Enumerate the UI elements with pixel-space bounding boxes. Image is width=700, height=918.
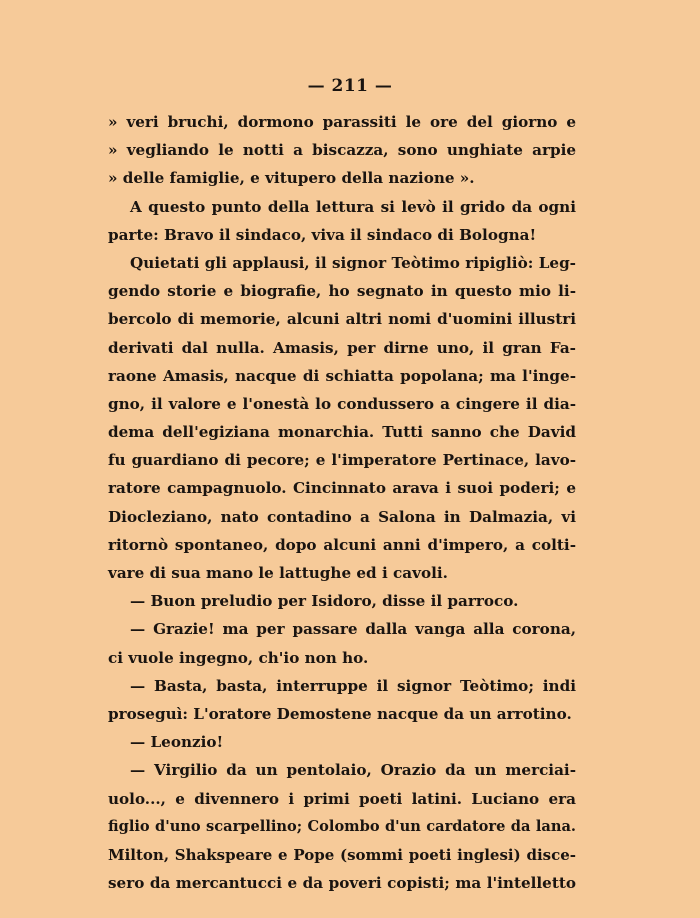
text-line: sero da mercantucci e da poveri copisti; ma l'intelletto [108, 874, 576, 893]
text-line: » delle famiglie, e vitupero della nazione ». [108, 169, 475, 188]
text-line: » vegliando le notti a biscazza, sono unghiate arpie [108, 141, 576, 160]
text-line: — Buon preludio per Isidoro, disse il parroco. [130, 592, 519, 611]
text-line: parte: Bravo il sindaco, viva il sindaco di Bologna! [108, 225, 537, 244]
text-line: Diocleziano, nato contadino a Salona in Dalmazia, vi [108, 507, 576, 526]
page-number: — 211 — [307, 76, 393, 96]
body-text [108, 108, 576, 897]
text-line: proseguì: L'oratore Demostene nacque da un arrotino. [108, 704, 572, 723]
text-line: gendo storie e biografie, ho segnato in questo mio li- [108, 282, 576, 301]
text-line: — Grazie! ma per passare dalla vanga alla corona, [130, 620, 576, 639]
text-line: — Virgilio da un pentolaio, Orazio da un merciai- [130, 761, 576, 780]
text-line: gno, il valore e l'onestà lo condussero a cingere il dia- [108, 394, 576, 413]
text-line: ratore campagnuolo. Cincinnato arava i suoi poderi; e [108, 479, 576, 498]
text-line: ritornò spontaneo, dopo alcuni anni d'impero, a colti- [108, 535, 576, 554]
text-line: raone Amasis, nacque di schiatta popolana; ma l'inge- [108, 366, 576, 385]
text-line: figlio d'uno scarpellino; Colombo d'un cardatore da lana. [108, 817, 576, 835]
text-line: dema dell'egiziana monarchia. Tutti sanno che David [108, 423, 576, 442]
text-line: Milton, Shakspeare e Pope (sommi poeti inglesi) disce- [108, 845, 576, 864]
text-line: bercolo di memorie, alcuni altri nomi d'uomini illustri [108, 310, 576, 329]
text-line: — Basta, basta, interruppe il signor Teòtimo; indi [130, 676, 576, 695]
text-line: A questo punto della lettura si levò il grido da ogni [130, 197, 576, 216]
text-line: — Leonzio! [130, 733, 224, 752]
text-line: uolo..., e divennero i primi poeti latini. Luciano era [108, 789, 576, 808]
text-line: fu guardiano di pecore; e l'imperatore Pertinace, lavo- [108, 451, 576, 470]
text-line: ci vuole ingegno, ch'io non ho. [108, 648, 369, 667]
text-line: vare di sua mano le lattughe ed i cavoli. [108, 564, 448, 582]
text-line: derivati dal nulla. Amasis, per dirne uno, il gran Fa- [108, 338, 576, 357]
text-line: » veri bruchi, dormono parassiti le ore del giorno e [108, 113, 576, 131]
text-line: Quietati gli applausi, il signor Teòtimo ripigliò: Leg- [130, 253, 576, 272]
